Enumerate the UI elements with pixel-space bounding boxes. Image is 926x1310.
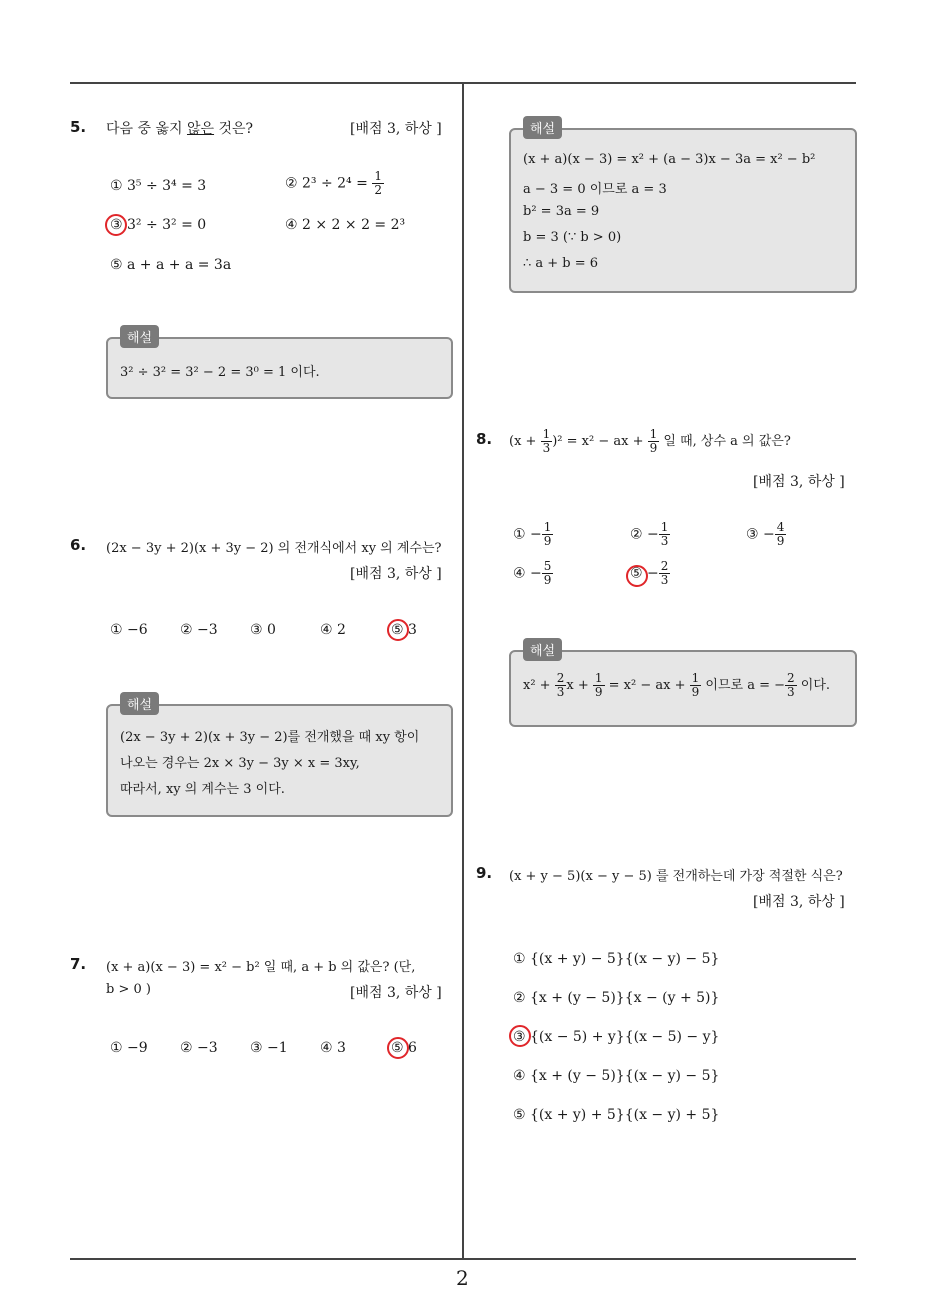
answer-mark-circle (387, 619, 409, 641)
fraction: $\frac{2}{3}$ (556, 671, 565, 699)
option-1[interactable]: ① −6 (110, 622, 148, 638)
question-number: 5. (70, 118, 87, 136)
answer-mark-circle (105, 214, 127, 236)
option-4[interactable]: ④ 2 × 2 × 2 = 2³ (285, 217, 406, 233)
solution-line: b² = 3a = 9 (523, 204, 600, 219)
solution-line: (x + a)(x − 3) = x² + (a − 3)x − 3a = x² − b² (523, 152, 816, 167)
option-4[interactable]: ④ − $\frac{5}{9}$ (513, 559, 552, 587)
question-number: 8. (476, 430, 493, 448)
solution-line: (2x − 3y + 2)(x + 3y − 2)를 전개했을 때 xy 항이 (120, 730, 420, 745)
option-2[interactable]: ② −3 (180, 622, 218, 638)
question-number: 6. (70, 536, 87, 554)
solution-line: 3² ÷ 3² = 3² − 2 = 3⁰ = 1 이다. (120, 365, 320, 380)
score-meta: [배점 3, 하상 ] (350, 985, 442, 1001)
solution-line: 나오는 경우는 2x × 3y − 3y × x = 3xy, (120, 756, 360, 771)
option-4[interactable]: ④ {x + (y − 5)}{(x − y) − 5} (513, 1068, 720, 1084)
answer-mark-circle (387, 1037, 409, 1059)
option-4[interactable]: ④ 3 (320, 1040, 346, 1056)
option-3[interactable]: ③ {(x − 5) + y}{(x − 5) − y} (513, 1029, 720, 1045)
solution-line: a − 3 = 0 이므로 a = 3 (523, 182, 667, 197)
solution-line: x² + $\frac{2}{3}$ x + $\frac{1}{9}$ = x² − ax + $\frac{1}{9}$ 이므로 a = − $\frac{2}{3}$ 이다. (523, 671, 831, 699)
option-2[interactable]: ② − $\frac{1}{3}$ (630, 520, 669, 548)
fraction: $\frac{5}{9}$ (543, 559, 552, 587)
fraction: $\frac{1}{9}$ (649, 427, 658, 455)
fraction: $\frac{4}{9}$ (776, 520, 785, 548)
fraction: $\frac{1}{3}$ (542, 427, 551, 455)
fraction: $\frac{1}{9}$ (691, 671, 700, 699)
score-meta: [배점 3, 하상 ] (350, 566, 442, 582)
score-meta: [배점 3, 하상 ] (753, 474, 845, 490)
answer-mark-circle (509, 1025, 531, 1047)
option-1[interactable]: ① − $\frac{1}{9}$ (513, 520, 552, 548)
score-meta: [배점 3, 하상 ] (753, 894, 845, 910)
option-3[interactable]: ③ 0 (250, 622, 276, 638)
question-stem: 다음 중 옳지 않은 것은? (106, 121, 254, 137)
option-3[interactable]: ③ − $\frac{4}{9}$ (746, 520, 785, 548)
question-stem: (x + $\frac{1}{3}$ )² = x² − ax + $\frac{1}{9}$ 일 때, 상수 a 의 값은? (509, 427, 791, 455)
question-stem-cont: b > 0 ) (106, 982, 151, 997)
option-5[interactable]: ⑤ 3 (391, 622, 417, 638)
option-5[interactable]: ⑤ a + a + a = 3a (110, 257, 232, 273)
fraction: $\frac{1}{3}$ (660, 520, 669, 548)
option-3[interactable]: ③ 3² ÷ 3² = 0 (110, 217, 207, 233)
question-stem: (x + a)(x − 3) = x² − b² 일 때, a + b 의 값은? (단, (106, 960, 416, 975)
fraction: $\frac{1}{9}$ (594, 671, 603, 699)
question-stem: (x + y − 5)(x − y − 5) 를 전개하는데 가장 적절한 식은? (509, 869, 843, 884)
page-number: 2 (456, 1266, 469, 1290)
option-5[interactable]: ⑤ − $\frac{2}{3}$ (630, 559, 669, 587)
solution-tag: 해설 (523, 638, 562, 661)
solution-box (509, 128, 857, 293)
option-1[interactable]: ① 3⁵ ÷ 3⁴ = 3 (110, 178, 207, 194)
bottom-rule (70, 1258, 856, 1260)
option-2[interactable]: ② −3 (180, 1040, 218, 1056)
column-divider (462, 82, 464, 1258)
solution-line: ∴ a + b = 6 (523, 256, 599, 271)
solution-tag: 해설 (120, 325, 159, 348)
fraction: $\frac{2}{3}$ (660, 559, 669, 587)
option-3[interactable]: ③ −1 (250, 1040, 288, 1056)
option-5[interactable]: ⑤ 6 (391, 1040, 417, 1056)
fraction: $\frac{1}{2}$ (374, 169, 382, 197)
solution-tag: 해설 (523, 116, 562, 139)
question-number: 7. (70, 955, 87, 973)
option-4[interactable]: ④ 2 (320, 622, 346, 638)
option-2[interactable]: ② 2³ ÷ 2⁴ = $\frac{1}{2}$ (285, 169, 382, 197)
question-number: 9. (476, 864, 493, 882)
option-2[interactable]: ② {x + (y − 5)}{x − (y + 5)} (513, 990, 720, 1006)
solution-line: b = 3 (∵ b > 0) (523, 230, 622, 245)
fraction: $\frac{2}{3}$ (787, 671, 795, 699)
fraction: $\frac{1}{9}$ (543, 520, 552, 548)
option-1[interactable]: ① −9 (110, 1040, 148, 1056)
answer-mark-circle (626, 565, 648, 587)
solution-box (509, 650, 857, 727)
solution-box (106, 704, 453, 817)
solution-line: 따라서, xy 의 계수는 3 이다. (120, 782, 285, 797)
solution-tag: 해설 (120, 692, 159, 715)
score-meta: [배점 3, 하상 ] (350, 121, 442, 137)
option-5[interactable]: ⑤ {(x + y) + 5}{(x − y) + 5} (513, 1107, 720, 1123)
question-stem: (2x − 3y + 2)(x + 3y − 2) 의 전개식에서 xy 의 계수는? (106, 541, 442, 556)
option-1[interactable]: ① {(x + y) − 5}{(x − y) − 5} (513, 951, 720, 967)
